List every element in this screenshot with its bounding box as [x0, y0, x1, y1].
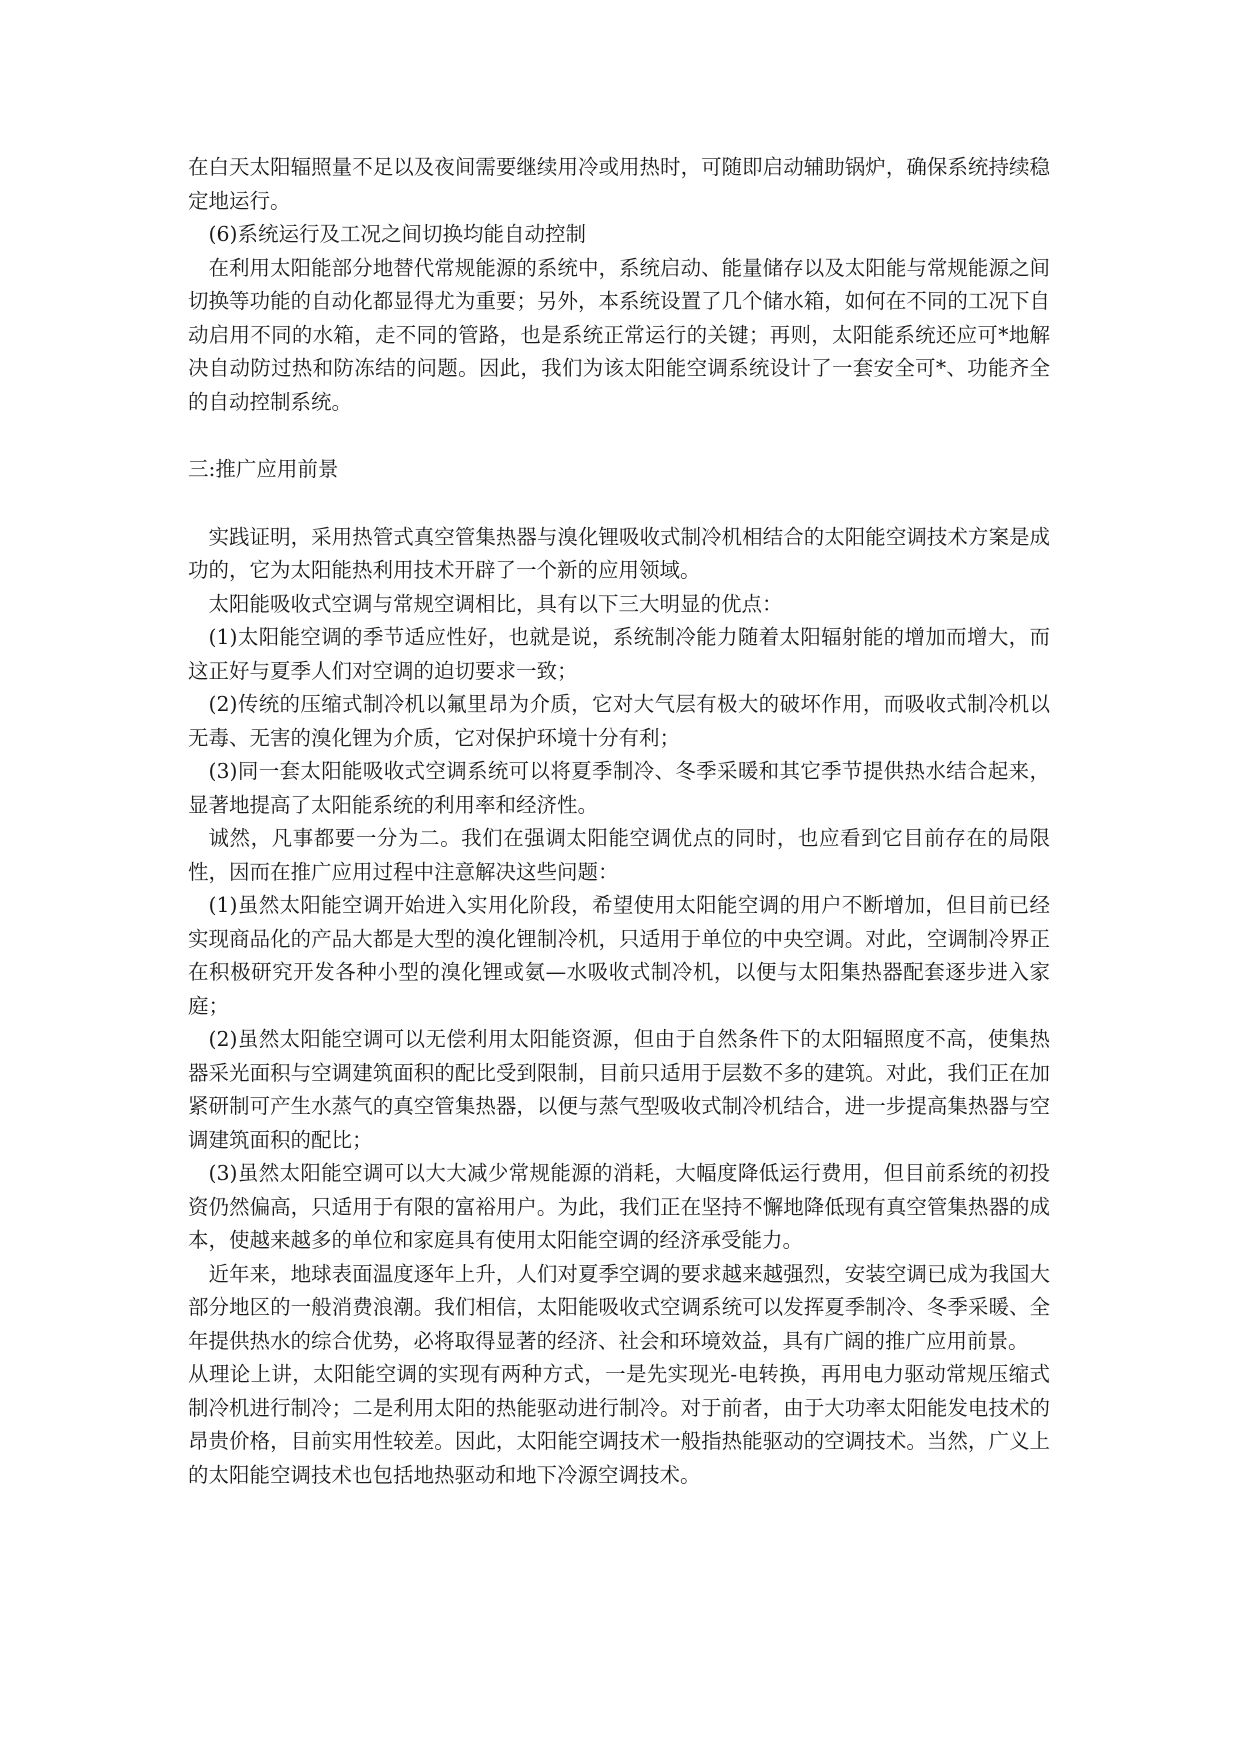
limitation-item-1: (1)虽然太阳能空调开始进入实用化阶段，希望使用太阳能空调的用户不断增加，但目前已经实现商品化的产品大都是大型的溴化锂制冷机，只适用于单位的中央空调。对此，空调制冷界正在积极研究开发各种小型的溴化锂或氨—水吸收式制冷机，以便与太阳集热器配套逐步进入家庭； [188, 893, 1050, 1018]
paragraph-recent-years: 近年来，地球表面温度逐年上升，人们对夏季空调的要求越来越强烈，安装空调已成为我国大部分地区的一般消费浪潮。我们相信，太阳能吸收式空调系统可以发挥夏季制冷、冬季采暖、全年提供热水的综合优势，必将取得显著的经济、社会和环境效益，具有广阔的推广应用前景。 [188, 1261, 1050, 1353]
paragraph-auxiliary-boiler: 在白天太阳辐照量不足以及夜间需要继续用冷或用热时，可随即启动辅助锅炉，确保系统持续稳定地运行。 [188, 155, 1050, 213]
advantage-item-1: (1)太阳能空调的季节适应性好，也就是说，系统制冷能力随着太阳辐射能的增加而增大，而这正好与夏季人们对空调的迫切要求一致； [188, 625, 1050, 683]
paragraph-advantages-intro: 太阳能吸收式空调与常规空调相比，具有以下三大明显的优点： [208, 591, 783, 616]
advantage-item-3: (3)同一套太阳能吸收式空调系统可以将夏季制冷、冬季采暖和其它季节提供热水结合起来，显著地提高了太阳能系统的利用率和经济性。 [188, 759, 1050, 817]
section-heading-prospects: 三:推广应用前景 [188, 457, 339, 481]
paragraph-theory: 从理论上讲，太阳能空调的实现有两种方式，一是先实现光-电转换，再用电力驱动常规压缩式制冷机进行制冷；二是利用太阳的热能驱动进行制冷。对于前者，由于大功率太阳能发电技术的昂贵价格，目前实用性较差。因此，太阳能空调技术一般指热能驱动的空调技术。当然，广义上的太阳能空调技术也包括地热驱动和地下冷源空调技术。 [188, 1362, 1050, 1487]
advantage-item-2: (2)传统的压缩式制冷机以氟里昂为介质，它对大气层有极大的破坏作用，而吸收式制冷机以无毒、无害的溴化锂为介质，它对保护环境十分有利； [188, 692, 1050, 750]
paragraph-practice-proves: 实践证明，采用热管式真空管集热器与溴化锂吸收式制冷机相结合的太阳能空调技术方案是成功的，它为太阳能热利用技术开辟了一个新的应用领域。 [188, 524, 1050, 582]
limitation-item-3: (3)虽然太阳能空调可以大大减少常规能源的消耗，大幅度降低运行费用，但目前系统的初投资仍然偏高，只适用于有限的富裕用户。为此，我们正在坚持不懈地降低现有真空管集热器的成本，使越来越多的单位和家庭具有使用太阳能空调的经济承受能力。 [188, 1161, 1050, 1252]
document-body [188, 151, 1050, 1492]
paragraph-auto-control: 在利用太阳能部分地替代常规能源的系统中，系统启动、能量储存以及太阳能与常规能源之间切换等功能的自动化都显得尤为重要；另外，本系统设置了几个储水箱，如何在不同的工况下自动启用不同的水箱，走不同的管路，也是系统正常运行的关键；再则，太阳能系统还应可*地解决自动防过热和防冻结的问题。因此，我们为该太阳能空调系统设计了一套安全可*、功能齐全的自动控制系统。 [188, 255, 1050, 414]
limitation-item-2: (2)虽然太阳能空调可以无偿利用太阳能资源，但由于自然条件下的太阳辐照度不高，使集热器采光面积与空调建筑面积的配比受到限制，目前只适用于层数不多的建筑。对此，我们正在加紧研制可产生水蒸气的真空管集热器，以便与蒸气型吸收式制冷机结合，进一步提高集热器与空调建筑面积的配比； [188, 1027, 1050, 1152]
paragraph-limitations-intro: 诚然，凡事都要一分为二。我们在强调太阳能空调优点的同时，也应看到它目前存在的局限性，因而在推广应用过程中注意解决这些问题： [188, 826, 1050, 884]
item-6-heading: (6)系统运行及工况之间切换均能自动控制 [208, 222, 587, 246]
